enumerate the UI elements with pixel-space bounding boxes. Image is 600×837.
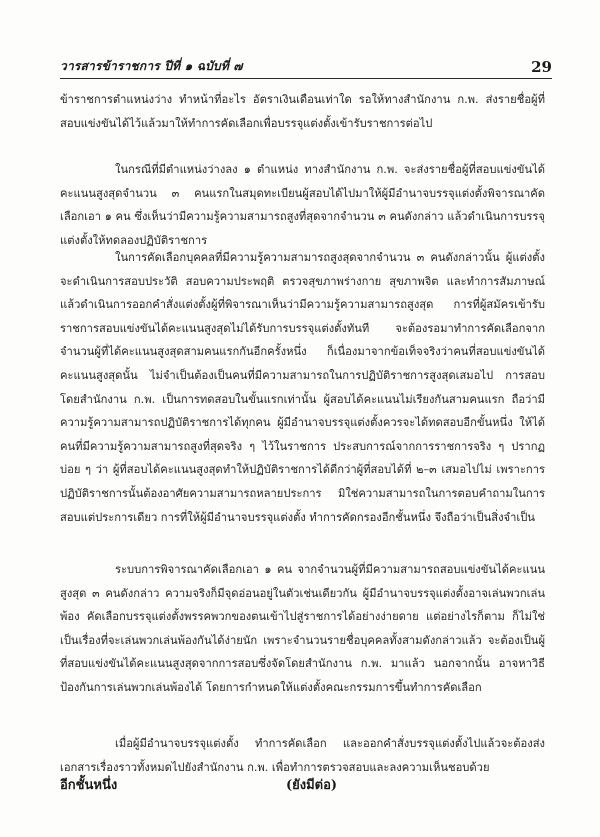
journal-title: วารสารข้าราชการ ปีที่ ๑ ฉบับที่ ๗ [60,59,243,73]
paragraph-1-text: ข้าราชการตำแหน่งว่าง ทำหน้าที่อะไร อัตราเงินเดือนเท่าใด รอให้ทางสำนักงาน ก.พ. ส่งรายชื่อผู้ที่สอบแข่งขันได้ไว้แล้วมาให้ทำการคัดเลือกเพื่อบรรจุแต่งตั้งเข้ารับราชการต่อไป [60,93,545,130]
page-footer [60,774,545,796]
paragraph-3-text: ในการคัดเลือกบุคคลที่มีความรู้ความสามารถสูงสุดจากจำนวน ๓ คนดังกล่าวนั้น ผู้แต่งตั้งจะดำเนินการสอบประวัติ สอบความประพฤติ ตรวจสุขภาพร่างกาย สุขภาพจิต และทำการสัมภาษณ์ แล้วดำเนินการออกคำสั่งแต่งตั้งผู้ที่พิจารณาเห็นว่ามีความรู้ความสามารถสูงสุด การที่ผู้สมัครเข้ารับราชการสอบแข่งขันได้คะแนนสูงสุดไม่ได้รับการบรรจุแต่งตั้งทันที จะต้องรอมาทำการคัดเลือกจากจำนวนผู้ที่ได้คะแนนสูงสุดสามคนแรกกันอีกครั้งหนึ่ง ก็เนื่องมาจากข้อเท็จจริงว่าคนที่สอบแข่งขันได้คะแนนสูงสุดนั้น ไม่จำเป็นต้องเป็นคนที่มีความสามารถในการปฏิบัติราชการสูงสุดเสมอไป การสอบโดยสำนักงาน ก.พ. เป็นการทดสอบในขั้นแรกเท่านั้น ผู้สอบได้คะแนนไม่เรียงกันสามคนแรก ถือว่ามีความรู้ความสามารถปฏิบัติราชการได้ทุกคน ผู้มีอำนาจบรรจุแต่งตั้งควรจะได้ทดสอบอีกขั้นหนึ่ง ให้ได้คนที่มีความรู้ความสามารถสูงที่สุดจริง ๆ ไว้ในราชการ ประสบการณ์จากการราชการจริง ๆ ปรากฏบ่อย ๆ ว่า ผู้ที่สอบได้คะแนนสูงสุดทำให้ปฏิบัติราชการได้ดีกว่าผู้ที่สอบได้ที่ ๒–๓ เสมอไปไม่ เพราะการปฏิบัติราชการนั้นต้องอาศัยความสามารถหลายประการ มิใช่ความสามารถในการตอบคำถามในการสอบแต่ประการเดียว การที่ให้ผู้มีอำนาจบรรจุแต่งตั้ง ทำการคัดกรองอีกชั้นหนึ่ง จึงถือว่าเป็นสิ่งจำเป็น [60,251,545,524]
continuation-word: อีกชั้นหนึ่ง [60,778,118,793]
page-number: 29 [531,58,552,76]
paragraph-5-text: เมื่อผู้มีอำนาจบรรจุแต่งตั้ง ทำการคัดเลือก และออกคำสั่งบรรจุแต่งตั้งไปแล้วจะต้องส่งเอกสารเรื่องราวทั้งหมดไปยังสำนักงาน ก.พ. เพื่อทำการตรวจสอบและลงความเห็นชอบด้วย [60,737,545,774]
paragraph-2-text: ในกรณีที่มีตำแหน่งว่างลง ๑ ตำแหน่ง ทางสำนักงาน ก.พ. จะส่งรายชื่อผู้ที่สอบแข่งขันได้คะแนนสูงสุดจำนวน ๓ คนแรกในสมุดทะเบียนผู้สอบได้ไปมาให้ผู้มีอำนาจบรรจุแต่งตั้งพิจารณาคัดเลือกเอา ๑ คน ซึ่งเห็นว่ามีความรู้ความสามารถสูงที่สุดจากจำนวน ๓ คนดังกล่าว แล้วดำเนินการบรรจุแต่งตั้งให้ทดลองปฏิบัติราชการ [60,163,545,247]
paragraph-3 [60,246,545,529]
paragraph-5 [60,732,545,779]
page-header [60,54,552,76]
paragraph-4-text: ระบบการพิจารณาคัดเลือกเอา ๑ คน จากจำนวนผู้ที่มีความสามารถสอบแข่งขันได้คะแนนสูงสุด ๓ คนดังกล่าว ความจริงก็มีจุดอ่อนอยู่ในตัวเช่นเดียวกัน ผู้มีอำนาจบรรจุแต่งตั้งอาจเล่นพวกเล่นพ้อง คัดเลือกบรรจุแต่งตั้งพรรคพวกของตนเข้าไปสู่ราชการได้อย่างง่ายดาย แต่อย่างไรก็ตาม ก็ไม่ใช่เป็นเรื่องที่จะเล่นพวกเล่นพ้องกันได้ง่ายนัก เพราะจำนวนรายชื่อบุคคลทั้งสามดังกล่าวแล้ว จะต้องเป็นผู้ที่สอบแข่งขันได้คะแนนสูงสุดจากการสอบซึ่งจัดโดยสำนักงาน ก.พ. มาแล้ว นอกจากนั้น อาจหาวิธีป้องกันการเล่นพวกเล่นพ้องได้ โดยการกำหนดให้แต่งตั้งคณะกรรมการขึ้นทำการคัดเลือก [60,563,545,694]
to-be-continued-label: (ยังมีต่อ) [286,778,338,793]
header-divider [60,78,552,79]
paragraph-4 [60,558,545,700]
paragraph-2 [60,158,545,252]
paragraph-1 [60,88,545,135]
